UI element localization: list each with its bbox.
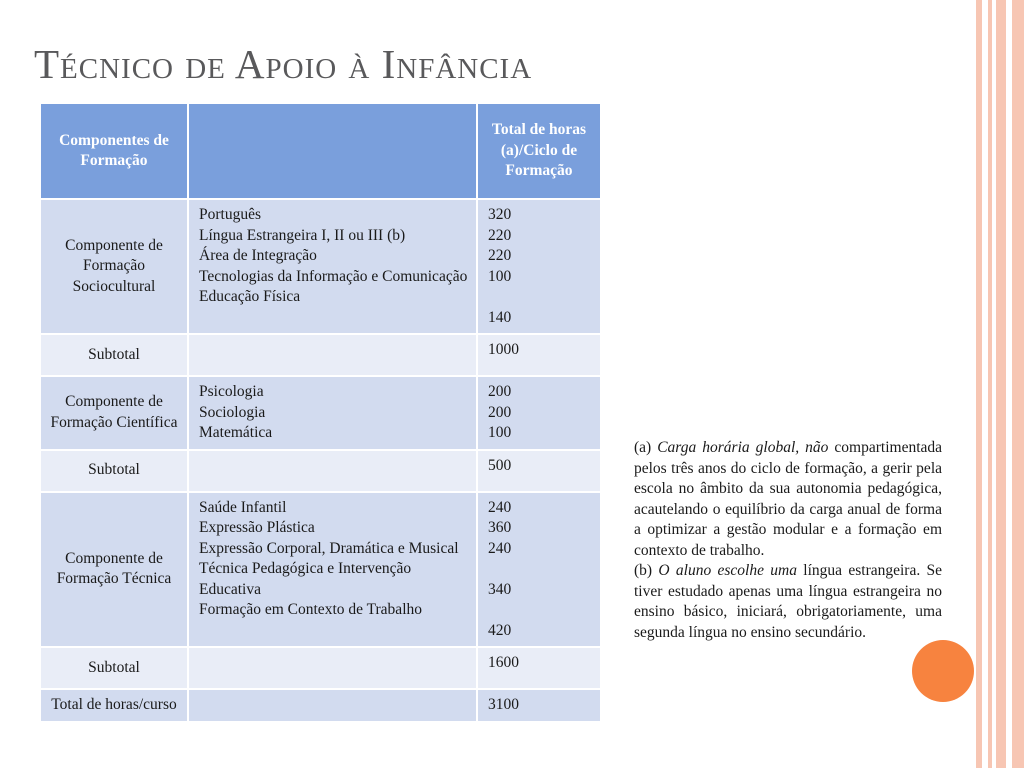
footnote-a bbox=[634, 438, 942, 561]
table-row bbox=[40, 647, 601, 689]
component-cell: Componente de Formação Técnica bbox=[40, 492, 188, 648]
hours-value: 320 bbox=[488, 206, 512, 223]
subject: Tecnologias da Informação e Comunicação bbox=[199, 267, 468, 285]
subject: Expressão Corporal, Dramática e Musical bbox=[199, 539, 459, 557]
subject: Língua Estrangeira I, II ou III (b) bbox=[199, 226, 406, 244]
slide-title: Técnico de Apoio à Infância bbox=[34, 41, 533, 87]
footnote-b bbox=[634, 561, 942, 643]
table-row bbox=[40, 334, 601, 376]
hours-value: 140 bbox=[488, 308, 512, 326]
decorative-orange-circle bbox=[912, 640, 974, 702]
subject: Área de Integração bbox=[199, 247, 317, 264]
component-cell: Total de horas/curso bbox=[40, 689, 188, 722]
table-row bbox=[40, 689, 601, 722]
subject: Português bbox=[199, 206, 261, 223]
footnote-a-label: (a) bbox=[634, 439, 652, 456]
subject: Saúde Infantil bbox=[199, 498, 287, 516]
subject: Técnica Pedagógica e Intervenção Educativa bbox=[199, 560, 412, 598]
component-cell: Subtotal bbox=[40, 334, 188, 376]
table-row bbox=[40, 199, 601, 334]
hours-value: 100 bbox=[488, 424, 512, 441]
footnote-a-italic: Carga horária global, não bbox=[657, 439, 829, 456]
hours-cell bbox=[477, 492, 601, 648]
hours-value: 100 bbox=[488, 267, 512, 285]
hours-value: 240 bbox=[488, 498, 512, 516]
footnote-b-label: (b) bbox=[634, 562, 653, 579]
subjects-cell bbox=[188, 689, 477, 722]
hours-spacer bbox=[488, 559, 592, 580]
subject: Expressão Plástica bbox=[199, 519, 315, 536]
header-hours: Total de horas (a)/Ciclo de Formação bbox=[477, 103, 601, 199]
subjects-cell bbox=[188, 376, 477, 450]
component-cell: Componente de Formação Sociocultural bbox=[40, 199, 188, 334]
hours-value: 200 bbox=[488, 383, 512, 400]
hours-value: 200 bbox=[488, 403, 512, 421]
stripe bbox=[988, 0, 992, 768]
stripe bbox=[1012, 0, 1024, 768]
table-row bbox=[40, 376, 601, 450]
table-header-row bbox=[40, 103, 601, 199]
hours-value: 1600 bbox=[488, 654, 519, 671]
hours-cell bbox=[477, 334, 601, 376]
subject: Sociologia bbox=[199, 403, 266, 421]
subject: Formação em Contexto de Trabalho bbox=[199, 601, 422, 618]
hours-cell bbox=[477, 376, 601, 450]
hours-value: 340 bbox=[488, 580, 512, 598]
stripe bbox=[996, 0, 1006, 768]
footnote-a-text: compartimentada pelos três anos do ciclo de formação, a gerir pela escola no âmbito da sua autonomia pedagógica, acautelando o equilíbrio da carga anual de forma a optimizar a gestão modular e a formação em contexto de trabalho. bbox=[634, 439, 943, 559]
hours-value: 360 bbox=[488, 519, 512, 536]
subject: Psicologia bbox=[199, 383, 264, 400]
hours-cell bbox=[477, 199, 601, 334]
component-cell: Componente de Formação Científica bbox=[40, 376, 188, 450]
table-row bbox=[40, 450, 601, 492]
subjects-cell bbox=[188, 492, 477, 648]
footnotes bbox=[634, 438, 942, 643]
header-components: Componentes de Formação bbox=[40, 103, 188, 199]
subjects-cell bbox=[188, 647, 477, 689]
component-cell: Subtotal bbox=[40, 450, 188, 492]
hours-value: 1000 bbox=[488, 341, 519, 358]
subject: Matemática bbox=[199, 424, 273, 441]
component-cell: Subtotal bbox=[40, 647, 188, 689]
hours-value: 500 bbox=[488, 456, 512, 474]
hours-spacer bbox=[488, 287, 592, 308]
stripe bbox=[976, 0, 982, 768]
hours-value: 220 bbox=[488, 247, 512, 264]
hours-spacer bbox=[488, 600, 592, 621]
subjects-cell bbox=[188, 450, 477, 492]
subjects-cell bbox=[188, 199, 477, 334]
footnote-b-italic: O aluno escolhe uma bbox=[658, 562, 797, 579]
decorative-stripes bbox=[976, 0, 1024, 768]
subjects-cell bbox=[188, 334, 477, 376]
hours-cell bbox=[477, 689, 601, 722]
footnote-b-text: língua estrangeira. Se tiver estudado apenas uma língua estrangeira no ensino básico, iniciará, obrigatoriamente, uma segunda língua no ensino secundário. bbox=[634, 562, 943, 641]
hours-value: 3100 bbox=[488, 696, 519, 713]
hours-cell bbox=[477, 450, 601, 492]
course-table bbox=[39, 102, 602, 723]
hours-value: 220 bbox=[488, 226, 512, 244]
hours-value: 420 bbox=[488, 621, 512, 639]
header-subjects bbox=[188, 103, 477, 199]
hours-cell bbox=[477, 647, 601, 689]
table-row bbox=[40, 492, 601, 648]
subject: Educação Física bbox=[199, 288, 301, 305]
hours-value: 240 bbox=[488, 539, 512, 557]
